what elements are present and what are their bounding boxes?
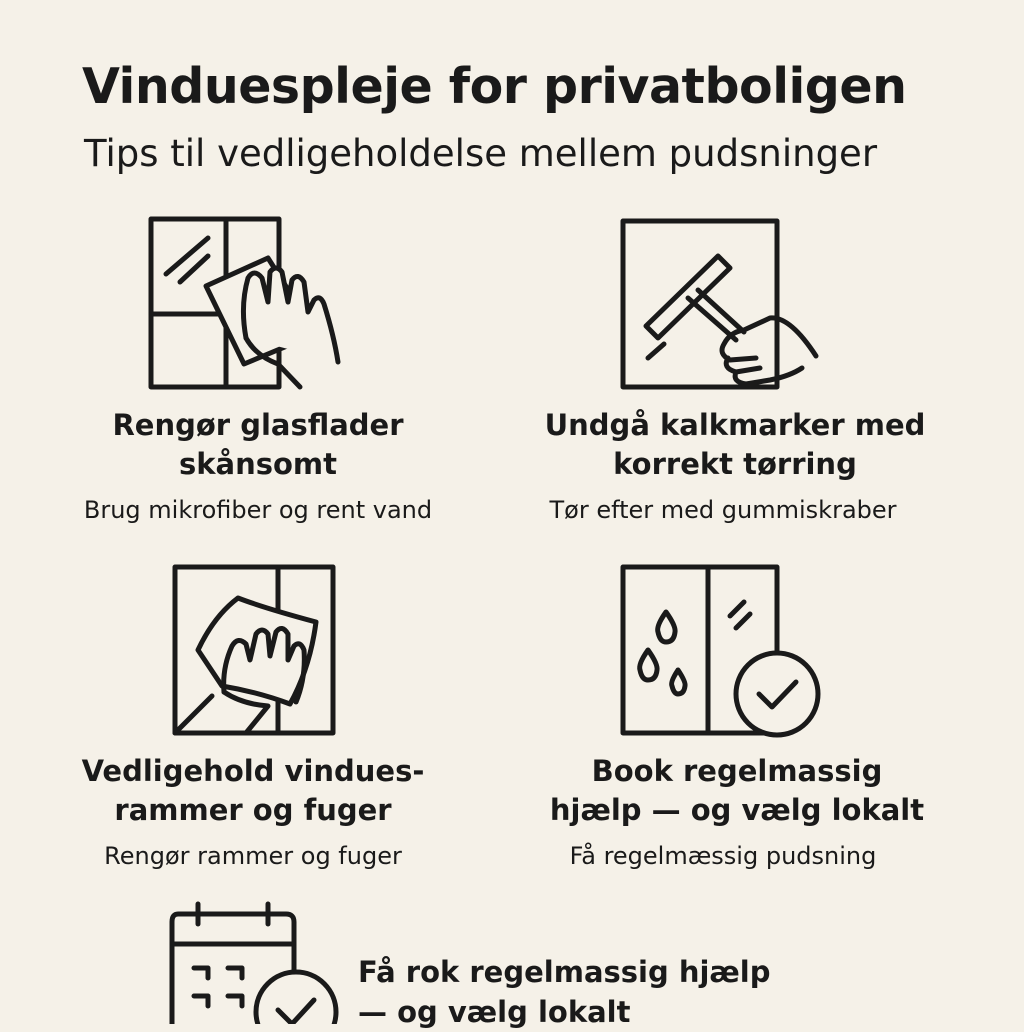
tip-desc-book-help: Få regelmæssig pudsning xyxy=(569,842,877,870)
frame-wipe-cloth-icon xyxy=(172,564,338,736)
squeegee-icon xyxy=(620,218,820,390)
window-wipe-cloth-icon xyxy=(148,216,348,391)
calendar-check-icon xyxy=(168,900,344,1024)
tip-heading-avoid-limescale: Undgå kalkmarker med korrekt tørring xyxy=(544,408,926,481)
tip-desc-clean-glass: Brug mikrofiber og rent vand xyxy=(83,496,433,524)
bottom-heading-get-help: Få rok regelmassig hjælp — og vælg lokalt xyxy=(358,955,771,1029)
window-drops-check-icon xyxy=(620,564,824,740)
page-title: Vinduespleje for privatboligen xyxy=(82,58,907,115)
tip-heading-clean-glass: Rengør glasflader skånsomt xyxy=(112,408,404,481)
page-subtitle: Tips til vedligeholdelse mellem pudsninger xyxy=(84,132,878,175)
tip-desc-maintain-frames: Rengør rammer og fuger xyxy=(104,842,402,870)
tip-heading-book-help: Book regelmassig hjælp — og vælg lokalt xyxy=(549,754,925,827)
tip-heading-maintain-frames: Vedligehold vindues- rammer og fuger xyxy=(81,754,425,827)
tip-desc-avoid-limescale: Tør efter med gummiskraber xyxy=(549,496,897,524)
